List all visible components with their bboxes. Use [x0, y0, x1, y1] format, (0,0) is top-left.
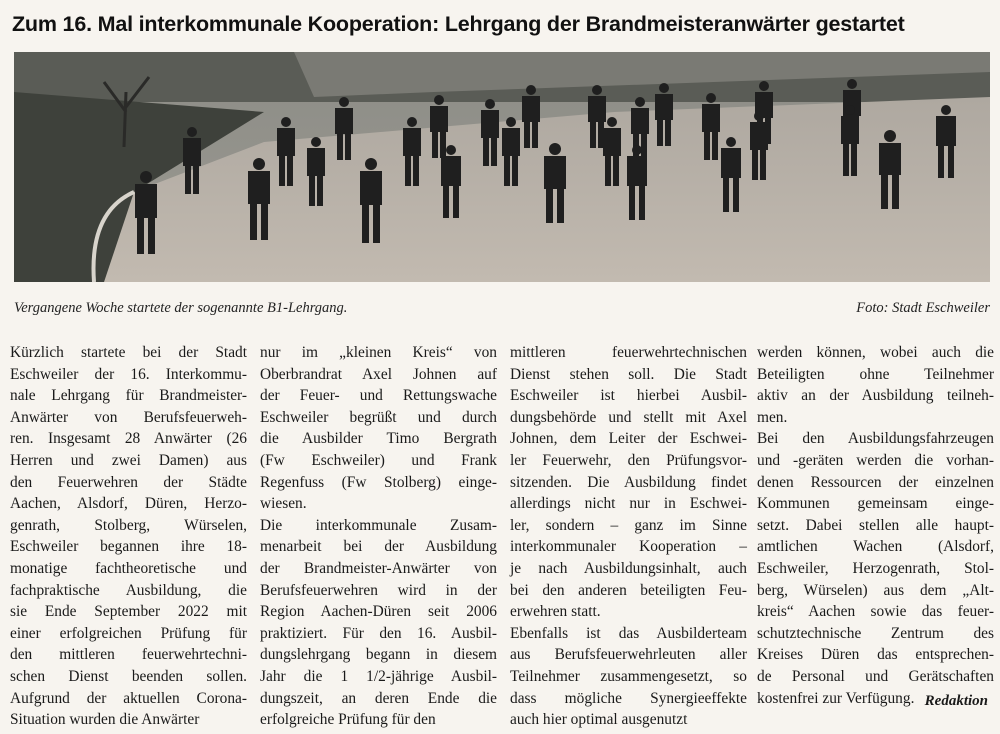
text-line: und -geräten werden die vorhan-: [757, 451, 994, 469]
text-line: kreis“ Aachen sowie das feuer-: [757, 603, 994, 621]
text-line: praktiziert. Für den 16. Ausbil-: [260, 624, 497, 642]
text-line: den Feuerwehren der Städte: [10, 473, 247, 491]
text-line: erfolgreiche Prüfung für den: [260, 711, 436, 729]
text-line: mittleren feuerwehrtechnischen: [510, 344, 747, 361]
text-line: einer erfolgreichen Prüfung für: [10, 624, 247, 642]
text-line: Ebenfalls ist das Ausbilderteam: [510, 624, 747, 642]
text-line: sitzenden. Die Ausbildung findet: [510, 473, 747, 491]
text-line: Dienst stehen soll. Die Stadt: [510, 365, 747, 383]
text-line: Regenfuss (Fw Stolberg) einge-: [260, 473, 497, 491]
text-line: aktiv an der Ausbildung teilneh-: [757, 387, 994, 405]
text-line: Herren und zwei Damen) aus: [10, 451, 247, 469]
text-line: Eschweiler begannen ihre 18-: [10, 538, 247, 556]
text-line: de Personal und Gerätschaften: [757, 667, 994, 685]
text-line: allerdings nicht nur in Eschwei-: [510, 495, 747, 513]
article-column-1: [10, 342, 247, 729]
text-line: denen Ressourcen der einzelnen: [757, 473, 994, 491]
text-line: Kreises Düren das entsprechen-: [757, 646, 994, 664]
text-line: interkommunaler Kooperation –: [510, 538, 747, 556]
text-line: der Brandmeister-Anwärter von: [260, 559, 497, 577]
text-line: werden können, wobei auch die: [757, 344, 994, 361]
text-line: Bei den Ausbildungsfahrzeugen: [757, 430, 994, 448]
text-line: Eschweiler der 16. Interkommu-: [10, 365, 247, 383]
text-line: Region Aachen-Düren seit 2006: [260, 603, 497, 621]
text-line: Oberbrandrat Axel Johnen auf: [260, 365, 497, 383]
text-line: erwehren statt.: [510, 603, 601, 621]
text-line: Jahr die 1 1/2-jährige Ausbil-: [260, 667, 497, 685]
text-line: ler Feuerwehr, den Prüfungsvor-: [510, 451, 747, 469]
text-line: Eschweiler, Herzogenrath, Stol-: [757, 559, 994, 577]
group-photo: [14, 52, 990, 282]
text-line: Situation wurden die Anwärter: [10, 711, 200, 729]
text-line: Aachen, Alsdorf, Düren, Herzo-: [10, 495, 247, 513]
text-line: (Fw Eschweiler) und Frank: [260, 451, 497, 469]
text-line: ren. Insgesamt 28 Anwärter (26: [10, 430, 247, 448]
text-line: Berufsfeuerwehren wird in der: [260, 581, 497, 599]
text-line: sie Ende September 2022 mit: [10, 603, 247, 621]
text-line: fachpraktische Ausbildung, die: [10, 581, 247, 599]
text-line: Teilnehmer zusammengesetzt, so: [510, 667, 747, 685]
text-line: aus Berufsfeuerwehrleuten aller: [510, 646, 747, 664]
article-column-4: [757, 342, 994, 712]
text-line: men.: [757, 408, 788, 426]
text-line: wiesen.: [260, 495, 307, 513]
text-line: Aufgrund der aktuellen Corona-: [10, 689, 247, 707]
photo-caption: Vergangene Woche startete der sogenannte B1-Lehrgang.: [14, 300, 348, 316]
text-line: Die interkommunale Zusam-: [260, 516, 497, 534]
text-line: Eschweiler ist hierbei Ausbil-: [510, 387, 747, 405]
text-line: Johnen, dem Leiter der Eschwei-: [510, 430, 747, 448]
text-line: ler, sondern – ganz im Sinne: [510, 516, 747, 534]
photo-credit: Foto: Stadt Eschweiler: [856, 300, 990, 316]
text-line: nale Lehrgang für Brandmeister-: [10, 387, 247, 405]
text-line: der Feuer- und Rettungswache: [260, 387, 497, 405]
text-line: Kürzlich startete bei der Stadt: [10, 344, 247, 361]
text-line: schen Dienst beenden sollen.: [10, 667, 247, 685]
text-line: je nach Ausbildungsinhalt, auch: [510, 559, 747, 577]
text-line: genrath, Stolberg, Würselen,: [10, 516, 247, 534]
article-column-2: [260, 342, 497, 729]
text-line: kostenfrei zur Verfügung.: [757, 689, 915, 707]
text-line: bei den anderen beteiligten Feu-: [510, 581, 747, 599]
text-line: dungslehrgang begann in diesem: [260, 646, 497, 664]
text-line: den mittleren feuerwehrtechni-: [10, 646, 247, 664]
text-line: schutztechnische Zentrum des: [757, 624, 994, 642]
text-line: menarbeit bei der Ausbildung: [260, 538, 497, 556]
text-line: Anwärter von Berufsfeuerweh-: [10, 408, 247, 426]
text-line: nur im „kleinen Kreis“ von: [260, 344, 497, 361]
article-column-3: [510, 342, 747, 729]
text-line: setzt. Dabei stellen alle haupt-: [757, 516, 994, 534]
text-line: monatige fachtheoretische und: [10, 559, 247, 577]
article-body: [10, 342, 994, 729]
text-line: berg, Würselen) aus dem „Alt-: [757, 581, 994, 599]
text-line: amtlichen Wachen (Alsdorf,: [757, 538, 994, 556]
text-line: Kommunen gemeinsam einge-: [757, 495, 994, 513]
author-signature: Redaktion: [924, 693, 988, 709]
text-line: Beteiligten ohne Teilnehmer: [757, 365, 994, 383]
text-line: dungszeit, an deren Ende die: [260, 689, 497, 707]
text-line: die Ausbilder Timo Bergrath: [260, 430, 497, 448]
text-line: auch hier optimal ausgenutzt: [510, 711, 688, 729]
headline: Zum 16. Mal interkommunale Kooperation: Lehrgang der Brandmeisteranwärter gestartet: [12, 12, 905, 36]
text-line: dungsbehörde und stellt mit Axel: [510, 408, 747, 426]
text-line: Eschweiler begrüßt und durch: [260, 408, 497, 426]
text-line: dass mögliche Synergieeffekte: [510, 689, 747, 707]
